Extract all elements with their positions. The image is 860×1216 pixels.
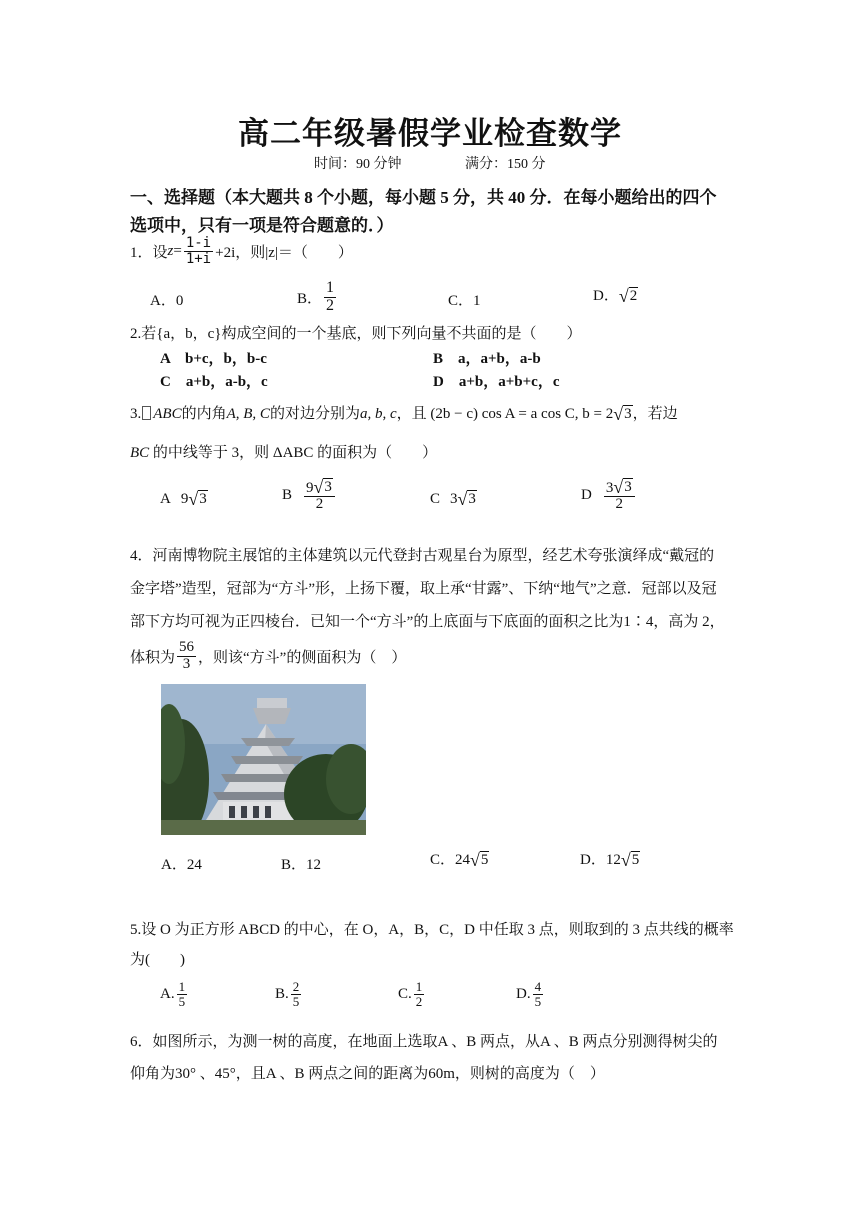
q1-option-d-sqrt: √ 2 [618, 286, 638, 306]
q3-option-d-radicand: 3 [624, 479, 632, 495]
question-4-line1: 4．河南博物院主展馆的主体建筑以元代登封古观星台为原型，经艺术夸张演绎成“戴冠的 [130, 548, 715, 564]
q4-option-d-label: D． [580, 852, 606, 868]
q3-option-c-label: C [430, 491, 441, 508]
q4-volume-num: 56 [179, 639, 195, 655]
q3-equation: ，且 (2b − c) cos A = a cos C, b = 2 [396, 406, 614, 422]
q2-option-a: A b+c，b，b-c [160, 351, 267, 367]
q1-prefix: 1．设 [130, 244, 168, 261]
q4-option-d-coef: 12 [605, 852, 621, 868]
q5-option-d [516, 980, 545, 1008]
q1-suffix: +2i，则|z|＝（ ） [215, 244, 353, 261]
q3-option-d [581, 478, 637, 513]
exam-time: 时间：90 分钟 [314, 157, 402, 172]
section-heading-line2: 选项中，只有一项是符合题意的．） [130, 216, 394, 235]
q5-option-c-fraction [414, 980, 425, 1008]
question-5-line1: 5.设 O 为正方形 ABCD 的中心，在 O，A，B，C，D 中任取 3 点，则取到的 3 点共线的概率 [130, 922, 734, 938]
question-6-line1: 6．如图所示，为测一树的高度，在地面上选取A 、B 两点，从A 、B 两点分别测得树尖的 [130, 1034, 718, 1050]
museum-photo-svg [161, 684, 366, 835]
q2-option-d: D a+b，a+b+c，c [433, 374, 560, 390]
q3-option-b-fraction [304, 478, 335, 513]
q5-option-a-label: A. [160, 985, 175, 1002]
question-5-line2: 为( ) [130, 952, 185, 968]
q1-option-a: A．0 [150, 293, 184, 309]
q3-option-d-coef: 3 [605, 479, 614, 496]
q3-option-b-den: 2 [315, 496, 324, 513]
q5-option-a-den: 5 [178, 993, 186, 1009]
q3-option-b-sqrt: √ 3 [313, 477, 332, 498]
q3-option-b-label: B [282, 487, 293, 503]
q3-option-b-coef: 9 [306, 479, 314, 496]
question-2-stem: 2.若{a，b，c}构成空间的一个基底，则下列向量不共面的是（ ） [130, 326, 582, 342]
museum-photo [161, 684, 366, 835]
q3-text-3: ，若边 [632, 406, 678, 422]
q3-number: 3. [130, 406, 142, 422]
exam-score: 满分：150 分 [465, 157, 546, 172]
q4-option-c-coef: 24 [455, 852, 471, 868]
q3-option-c-sqrt: √ 3 [457, 489, 476, 510]
q5-option-c-label: C. [398, 985, 412, 1002]
q4-option-c-radicand: 5 [480, 851, 489, 868]
q4-volume-label: 体积为 [130, 649, 176, 666]
q3-option-d-fraction [604, 478, 635, 513]
q3-option-a-coef: 9 [180, 491, 189, 508]
q3-option-a-label: A [160, 491, 171, 508]
q3-option-d-sqrt: √ 3 [613, 477, 632, 498]
q1-option-b-label: B． [297, 290, 323, 307]
q5-option-d-den: 5 [534, 993, 542, 1009]
question-6-line2: 仰角为30° 、45°，且A 、B 两点之间的距离为60m，则树的高度为（ ） [130, 1066, 605, 1082]
q3-option-c [430, 490, 477, 508]
question-4-line2: 金字塔”造型，冠部为“方斗”形，上扬下覆，取上承“甘露”、下纳“地气”之意．冠部以及冠 [130, 581, 717, 597]
page-title: 高二年级暑假学业检查数学 [238, 116, 622, 152]
q5-option-b-den: 5 [292, 993, 300, 1009]
q3-option-d-den: 2 [615, 496, 624, 513]
q1-numerator: 1-i [185, 235, 212, 251]
q1-option-b-num: 1 [326, 279, 335, 296]
q3-segment: BC [130, 445, 150, 461]
question-3-line2 [130, 441, 437, 462]
question-3-line1 [130, 402, 678, 423]
q3-text-4: 的中线等于 3，则 ΔABC 的面积为（ ） [149, 445, 438, 461]
q4-option-c-label: C． [430, 852, 456, 868]
q2-option-c: C a+b，a-b，c [160, 374, 268, 390]
q3-text-2: 的对边分别为 [269, 406, 360, 422]
q1-eq: = [173, 242, 182, 259]
q3-option-c-radicand: 3 [468, 491, 476, 507]
q1-option-d [593, 284, 638, 305]
q4-option-d-radicand: 5 [631, 851, 640, 868]
q4-volume-fraction [177, 640, 196, 673]
q4-volume-den: 3 [182, 655, 191, 672]
q3-option-a-sqrt: √ 3 [188, 489, 207, 510]
q1-option-c: C．1 [448, 293, 481, 309]
q3-option-c-coef: 3 [450, 491, 458, 508]
q1-var: z [167, 242, 174, 259]
q5-option-d-num: 4 [534, 979, 542, 994]
q1-option-d-label: D． [593, 288, 619, 304]
q5-option-c-num: 1 [415, 979, 423, 994]
q2-option-b: B a，a+b，a-b [433, 351, 541, 367]
q3-triangle-name: ABC [153, 406, 182, 422]
q3-sqrt: √ 3 [613, 404, 632, 424]
q1-option-b [297, 280, 338, 315]
q3-text-1: 的内角 [181, 406, 227, 422]
q5-option-c [398, 980, 426, 1008]
q5-option-b [275, 980, 303, 1008]
q1-option-d-radicand: 2 [629, 287, 638, 304]
section-heading-line1: 一、选择题（本大题共 8 个小题，每小题 5 分，共 40 分．在每小题给出的四个 [130, 188, 717, 207]
q1-denominator: 1+i [185, 250, 212, 267]
question-1-stem [130, 236, 353, 266]
q3-option-b-radicand: 3 [324, 479, 332, 495]
q5-option-b-label: B. [275, 985, 289, 1002]
q4-volume-suffix: ，则该“方斗”的侧面积为（ ） [198, 649, 407, 666]
q4-option-a: A．24 [161, 857, 202, 873]
q5-option-a-fraction [177, 980, 188, 1008]
question-4-line4 [130, 640, 406, 673]
q3-option-a-radicand: 3 [199, 491, 207, 507]
q5-option-a-num: 1 [178, 979, 186, 994]
q3-sides: a, b, c [359, 406, 397, 422]
q4-option-d [580, 848, 640, 869]
q5-option-a [160, 980, 189, 1008]
triangle-symbol-box [142, 406, 151, 420]
q3-radicand: 3 [624, 405, 632, 422]
q3-option-d-label: D [581, 487, 592, 503]
q1-option-b-fraction [324, 280, 336, 315]
q4-option-c-sqrt: √ 5 [470, 850, 489, 870]
question-4-line3: 部下方均可视为正四棱台．已知一个“方斗”的上底面与下底面的面积之比为1∶4，高为 2， [130, 614, 725, 630]
q3-angles: A, B, C [226, 406, 270, 422]
q5-option-b-num: 2 [292, 979, 300, 994]
q1-fraction [184, 236, 213, 266]
q4-option-d-sqrt: √ 5 [620, 850, 640, 870]
q5-option-b-fraction [291, 980, 302, 1008]
q4-option-c [430, 848, 489, 869]
q5-option-d-fraction [533, 980, 544, 1008]
q5-option-c-den: 2 [415, 993, 423, 1009]
q3-option-a [160, 490, 208, 508]
q1-option-b-den: 2 [326, 296, 335, 314]
q5-option-d-label: D. [516, 985, 531, 1002]
q4-option-b: B．12 [281, 857, 322, 873]
q3-option-b [282, 478, 337, 513]
